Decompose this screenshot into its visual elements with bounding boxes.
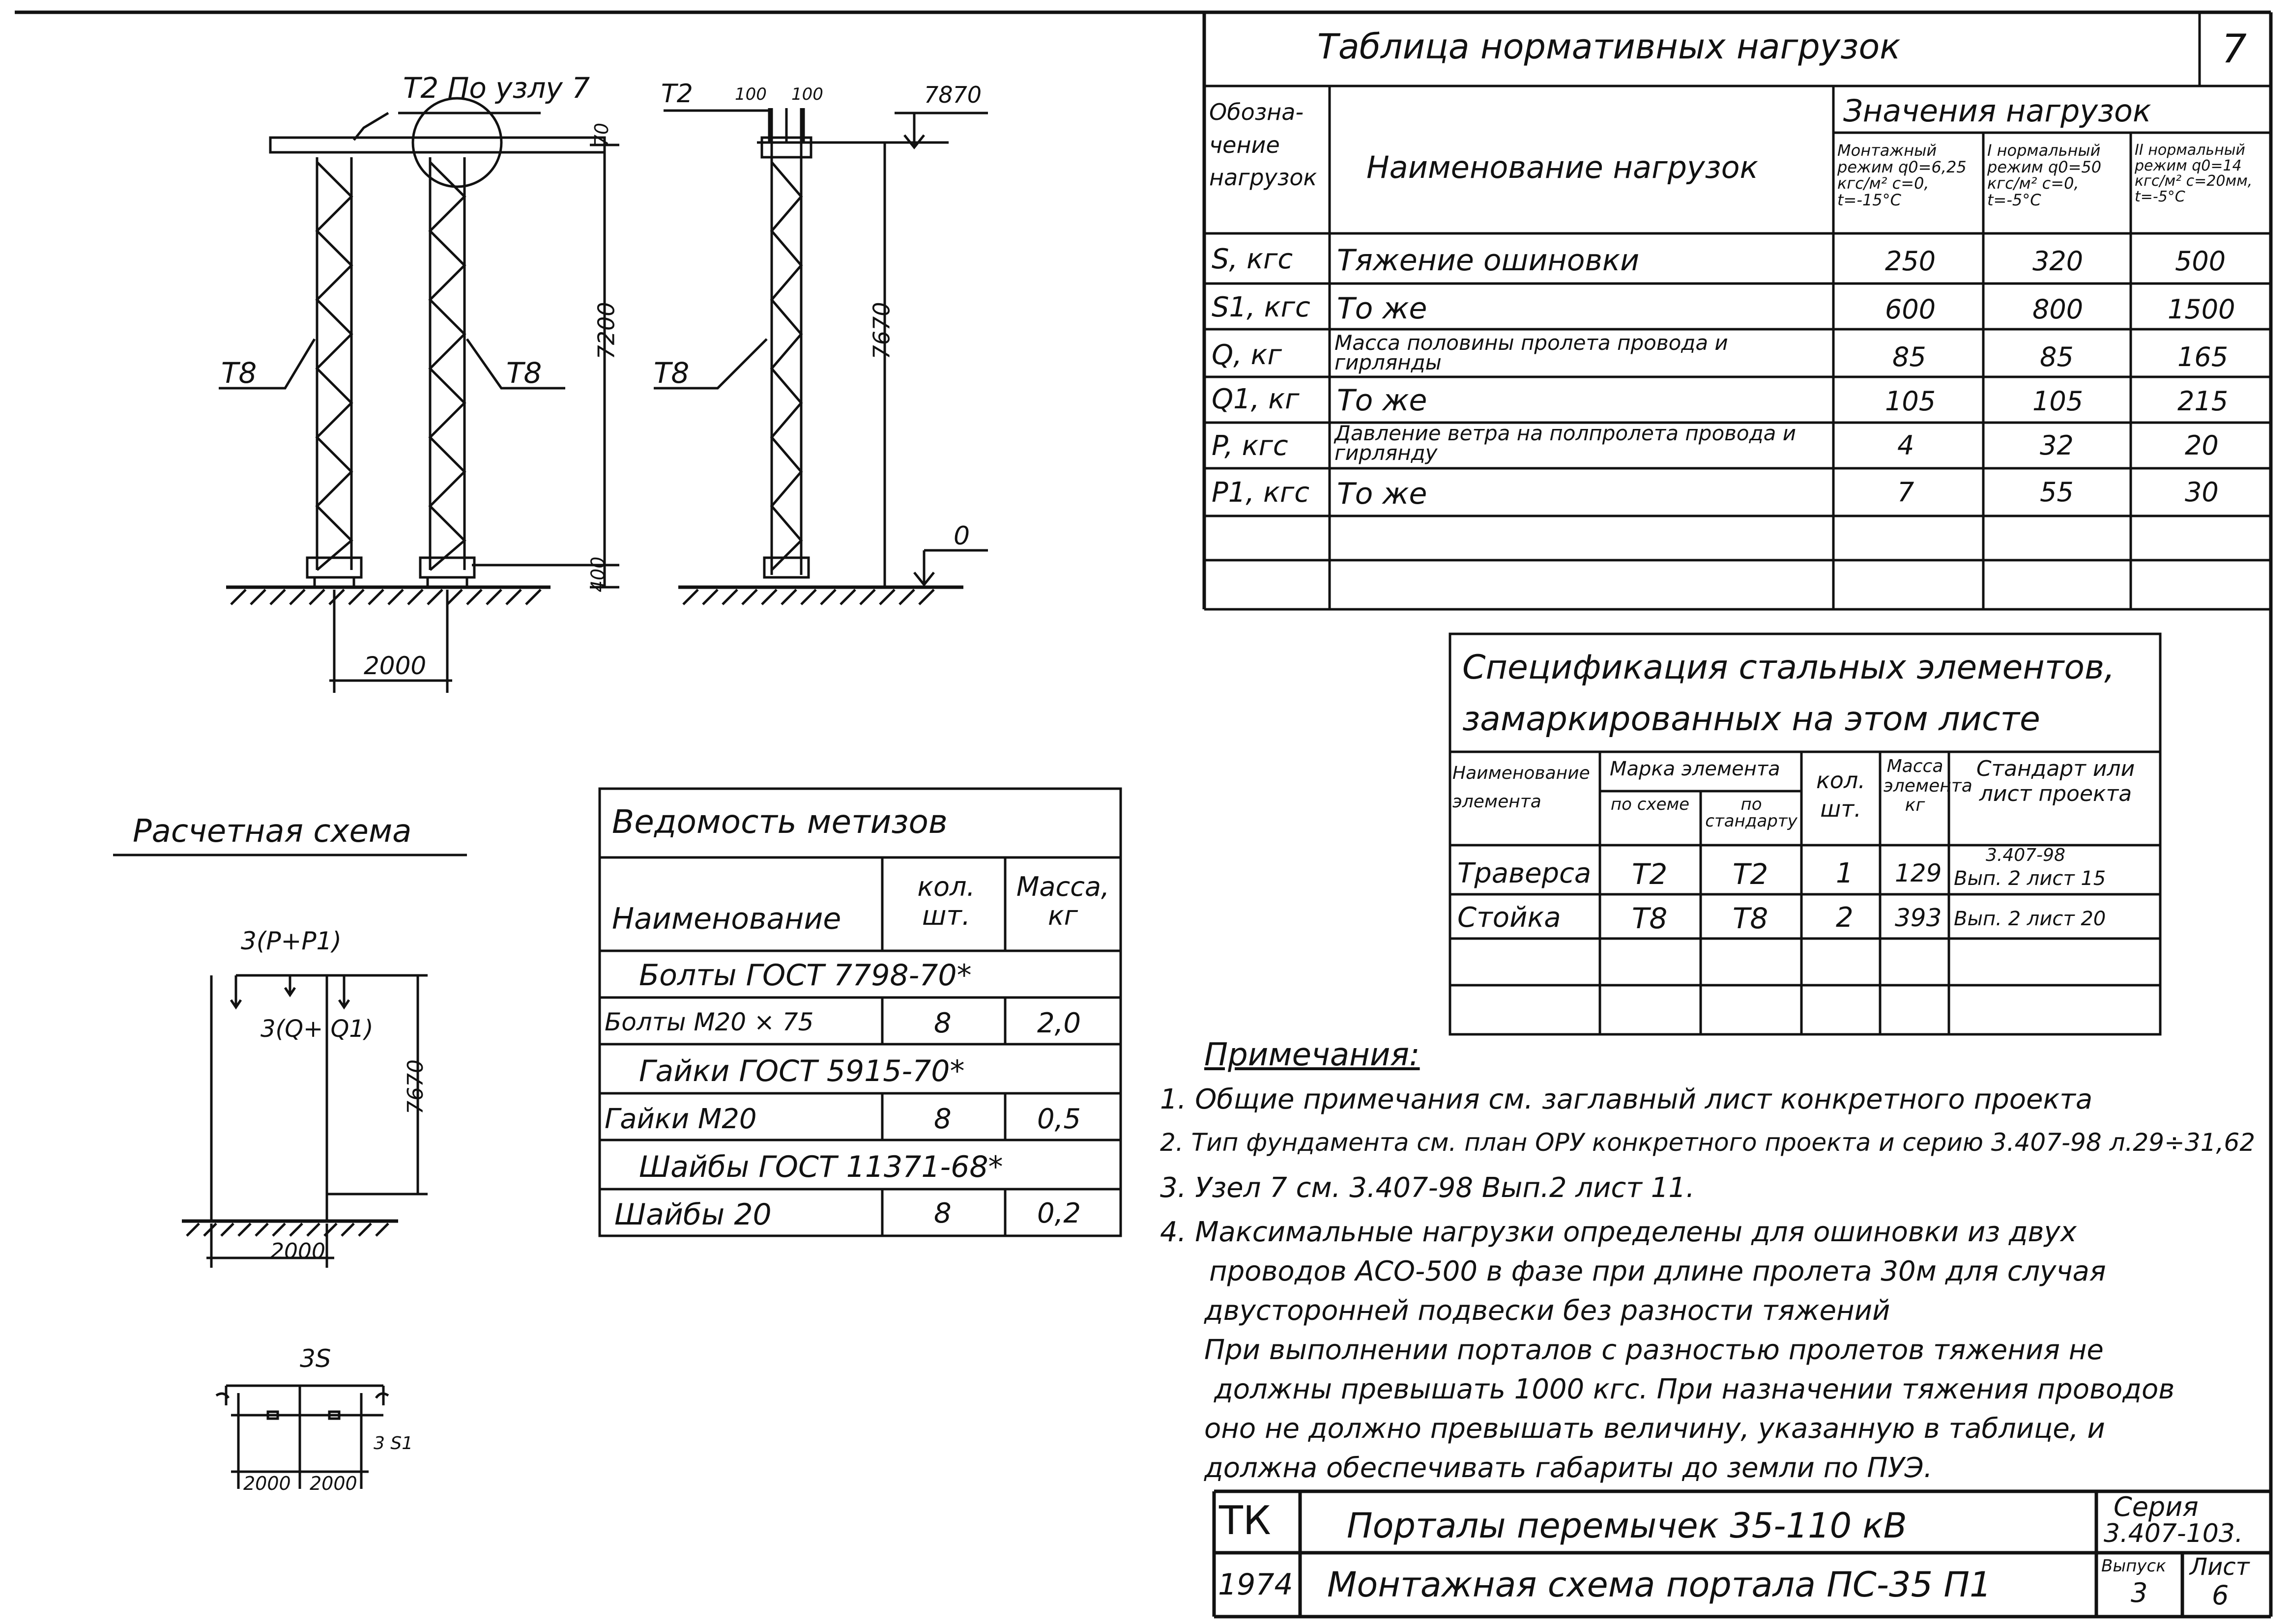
spec-title-line1: Спецификация стальных элементов, [1462,648,2115,687]
spec-row-mass: 393 [1895,904,1942,932]
label-t2-node: Т2 По узлу 7 [403,71,590,105]
elev-top: 7870 [924,82,982,108]
plan-dim-b: 2000 [310,1473,357,1494]
load-value: 165 [2177,342,2229,372]
note-line: 3. Узел 7 см. 3.407-98 Вып.2 лист 11. [1160,1172,1695,1204]
load-name: Тяжение ошиновки [1337,243,1640,278]
hardware-h-qty: кол. шт. [917,871,975,932]
dim-7670: 7670 [868,302,895,360]
hardware-item-mass: 0,5 [1037,1103,1081,1135]
load-value: 600 [1885,294,1936,325]
load-code: S1, кгс [1212,291,1310,323]
portal-front-elevation [219,98,619,693]
spec-h-by-standard: по стандарту [1705,795,1797,831]
load-code: S, кгс [1212,243,1293,275]
spec-h-mass: Масса элемента кг [1884,756,1972,816]
load-name: То же [1337,477,1427,511]
note-line: двусторонней подвески без разности тяжений [1204,1295,1890,1327]
load-code: P, кгс [1212,430,1288,462]
note-line: оно не должно превышать величину, указанную в таблице, и [1204,1413,2105,1445]
label-t8-side: Т8 [654,356,690,390]
load-value: 30 [2185,477,2219,508]
spec-h-standard: Стандарт или лист проекта [1976,756,2135,806]
load-name: То же [1337,291,1427,326]
org-code: ТК [1219,1498,1271,1543]
spec-h-mark: Марка элемента [1610,758,1780,780]
load-value: 215 [2177,386,2229,417]
calc-dim-base: 2000 [270,1239,325,1264]
hardware-group: Гайки ГОСТ 5915-70* [639,1054,965,1088]
loads-table-title: Таблица нормативных нагрузок [1317,27,1901,67]
spec-row-scheme: Т8 [1632,902,1668,935]
spec-h-qty: кол. шт. [1816,767,1865,822]
load-value: 105 [2032,386,2084,417]
hardware-item-mass: 0,2 [1037,1197,1081,1229]
label-t2-side: Т2 [661,79,693,109]
load-value: 320 [2032,246,2084,277]
note-line: 1. Общие примечания см. заглавный лист конкретного проекта [1160,1083,2093,1115]
load-value: 250 [1885,246,1936,277]
hardware-item-qty: 8 [934,1197,952,1229]
spec-row-name: Стойка [1457,902,1561,934]
loads-header-designation: Обозна- чение нагрузок [1209,99,1317,191]
load-value: 32 [2040,430,2074,461]
spec-title-line2: замаркированных на этом листе [1462,700,2040,739]
load-value: 105 [1885,386,1936,417]
load-name: Масса половины пролета провода и гирлянды [1334,331,1728,374]
spec-row-mass: 129 [1895,859,1942,887]
load-value: 4 [1897,430,1914,461]
note-line: должна обеспечивать габариты до земли по ПУЭ. [1204,1452,1933,1484]
spec-row-standard: Т2 [1733,857,1768,891]
issue-label: Выпуск [2101,1556,2166,1576]
notes-title: Примечания: [1204,1037,1420,1073]
mode-normal-1: I нормальный режим q0=50 кгс/м² c=0, t=-5°C [1987,141,2102,209]
dim-2000: 2000 [364,652,427,680]
hardware-h-mass: Масса, кг [1016,871,1110,932]
portal-side-view [654,108,988,604]
note-line: При выполнении порталов с разностью пролетов тяжения не [1204,1334,2104,1366]
calc-load-vertical: 3(Q+ Q1) [261,1015,374,1043]
hardware-item-name: Гайки М20 [605,1103,757,1135]
hardware-group: Болты ГОСТ 7798-70* [639,958,972,993]
sheet-label: Лист [2190,1553,2250,1581]
mode-normal-2: II нормальный режим q0=14 кгс/м² c=20мм, t=-5°C [2135,142,2253,205]
note-line: проводов АСО-500 в фазе при длине пролета 30м для случая [1209,1255,2106,1287]
spec-h-by-scheme: по схеме [1610,795,1690,814]
elev-zero: 0 [954,521,970,551]
dim-70: 70 [591,122,613,147]
year: 1974 [1218,1567,1293,1602]
label-t8-right: Т8 [506,356,542,390]
hardware-item-qty: 8 [934,1103,952,1135]
load-value: 55 [2040,477,2074,508]
spec-row-ref2: Вып. 2 лист 15 [1954,867,2106,890]
load-code: Q, кг [1212,339,1282,371]
load-value: 500 [2175,246,2226,277]
series-label: Серия [2114,1491,2199,1522]
loads-header-name: Наименование нагрузок [1366,149,1759,185]
hardware-title: Ведомость метизов [612,803,948,841]
label-t8-left: Т8 [221,356,257,390]
hardware-item-qty: 8 [934,1007,952,1039]
loads-header-values: Значения нагрузок [1843,93,2151,129]
calc-scheme-title: Расчетная схема [133,813,412,850]
sheet-number: 7 [2222,26,2247,72]
load-value: 20 [2185,430,2219,461]
hardware-item-mass: 2,0 [1037,1007,1081,1039]
spec-row-ref2: Вып. 2 лист 20 [1954,908,2106,930]
load-code: P1, кгс [1212,477,1310,509]
calc-dim-height: 7670 [403,1059,428,1114]
calc-load-top: 3(P+P1) [241,927,342,955]
plan-load: 3S [300,1344,331,1373]
load-value: 800 [2032,294,2084,325]
dim-400: 400 [587,556,609,593]
sheet-value: 6 [2212,1580,2229,1611]
hardware-item-name: Шайбы 20 [614,1197,772,1232]
load-code: Q1, кг [1212,383,1300,415]
note-line: 2. Тип фундамента см. план ОРУ конкретного проекта и серию 3.407-98 л.29÷31,62 [1160,1128,2256,1157]
spec-row-standard: Т8 [1733,902,1768,935]
spec-row-scheme: Т2 [1632,857,1668,891]
dim-100b: 100 [791,85,823,104]
dim-100a: 100 [735,85,767,104]
hardware-item-name: Болты М20 × 75 [605,1008,814,1036]
load-value: 85 [2040,342,2074,372]
load-name: То же [1337,383,1427,418]
load-value: 85 [1892,342,1926,372]
spec-table-grid [1450,634,2160,1034]
series-value: 3.407-103. [2104,1519,2243,1548]
plan-scheme-drawing [216,1386,388,1489]
plan-dim-a: 2000 [243,1473,291,1494]
load-value: 7 [1897,477,1914,508]
plan-side-load: 3 S1 [374,1433,413,1453]
note-line: 4. Максимальные нагрузки определены для ошиновки из двух [1160,1216,2077,1248]
hardware-h-name: Наименование [612,902,841,936]
issue-value: 3 [2131,1577,2148,1608]
dim-7200: 7200 [593,302,620,360]
mode-mounting: Монтажный режим q0=6,25 кгс/м² c=0, t=-15°C [1837,141,1967,209]
spec-row-ref1: 3.407-98 [1986,845,2065,865]
spec-row-name: Траверса [1457,857,1592,889]
load-name: Давление ветра на полпролета провода и гирлянду [1334,421,1797,465]
title-line2: Монтажная схема портала ПС-35 П1 [1327,1565,1992,1605]
note-line: должны превышать 1000 кгс. При назначении тяжения проводов [1214,1373,2175,1405]
hardware-group: Шайбы ГОСТ 11371-68* [639,1150,1003,1184]
spec-row-ref1: 3.407-98 [1986,895,2034,907]
spec-row-qty: 2 [1836,902,1854,934]
spec-h-name: Наименование элемента [1452,763,1590,812]
load-value: 1500 [2168,294,2235,325]
spec-row-qty: 1 [1836,857,1854,889]
title-line1: Порталы перемычек 35-110 кВ [1347,1506,1907,1546]
